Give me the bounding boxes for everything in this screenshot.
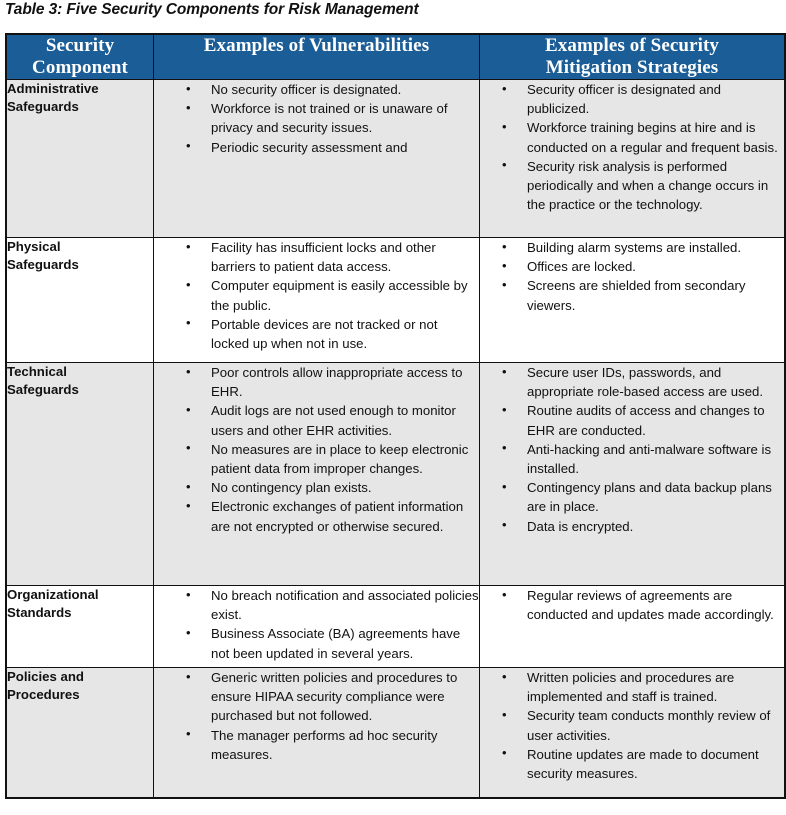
component-name-line: Safeguards [7,257,79,273]
component-name-cell [6,238,154,363]
mitigation-item: • Written policies and procedures are implemented and staff is trained. [480,668,784,706]
component-name-cell [6,363,154,586]
vulnerability-list [154,586,479,663]
table-row [6,238,785,363]
mitigation-item: • Routine updates are made to document security measures. [480,745,784,783]
mitigation-item: • Secure user IDs, passwords, and appropriate role-based access are used. [480,363,784,401]
component-name-cell [6,80,154,238]
mitigations-cell [480,586,786,668]
vulnerability-item: • Poor controls allow inappropriate access to EHR. [154,363,479,401]
vulnerability-item: • Electronic exchanges of patient information are not encrypted or otherwise secured. [154,497,479,535]
mitigation-list [480,363,784,536]
component-name-line: Safeguards [7,99,79,115]
vulnerability-item: • Computer equipment is easily accessible by the public. [154,276,479,314]
header-line: Security [45,35,115,56]
mitigation-item: • Screens are shielded from secondary viewers. [480,276,784,314]
mitigation-item: • Contingency plans and data backup plans are in place. [480,478,784,516]
mitigation-item: • Data is encrypted. [480,517,784,536]
component-name-line: Standards [7,605,72,621]
vulnerability-item: • The manager performs ad hoc security measures. [154,726,479,764]
vulnerability-item: • No security officer is designated. [154,80,479,99]
mitigation-list [480,80,784,214]
vulnerability-item: • Portable devices are not tracked or not locked up when not in use. [154,315,479,353]
vulnerability-item: • No contingency plan exists. [154,478,479,497]
table-row [6,586,785,668]
component-name-cell [6,586,154,668]
mitigation-item: • Building alarm systems are installed. [480,238,784,257]
vulnerability-list [154,238,479,353]
table-header [6,34,785,80]
component-name-line: Physical [7,239,61,255]
mitigation-item: • Workforce training begins at hire and is conducted on a regular and frequent basis. [480,118,784,156]
vulnerabilities-cell [154,238,480,363]
column-header-examples-of-vulnerabilities [154,34,480,80]
header-line: Component [32,57,128,79]
mitigation-list [480,238,784,315]
vulnerabilities-cell [154,363,480,586]
header-line: Examples of Security [544,35,720,56]
mitigation-item: • Security team conducts monthly review of user activities. [480,706,784,744]
vulnerability-item: • No measures are in place to keep electronic patient data from improper changes. [154,440,479,478]
vulnerability-list [154,80,479,157]
table-row [6,363,785,586]
component-name-line: Procedures [7,687,80,703]
vulnerability-item: • Generic written policies and procedures to ensure HIPAA security compliance were purchased but not followed. [154,668,479,726]
vulnerability-item: • Periodic security assessment and [154,138,479,157]
mitigation-list [480,586,784,624]
vulnerability-item: • Business Associate (BA) agreements have not been updated in several years. [154,624,479,662]
vulnerability-list [154,668,479,764]
component-name-line: Policies and [7,669,84,685]
mitigations-cell [480,668,786,798]
mitigations-cell [480,238,786,363]
risk-management-table [5,33,786,799]
component-name-line: Administrative [7,81,99,97]
mitigation-item: • Routine audits of access and changes to EHR are conducted. [480,401,784,439]
mitigation-item: • Anti-hacking and anti-malware software is installed. [480,440,784,478]
component-name-line: Organizational [7,587,99,603]
vulnerabilities-cell [154,668,480,798]
mitigation-list [480,668,784,783]
table-body [6,80,785,798]
component-name-line: Safeguards [7,382,79,398]
table-row [6,80,785,238]
header-row [6,34,785,80]
column-header-examples-of-security-mitigation-strategies [480,34,786,80]
component-name-line: Technical [7,364,67,380]
vulnerability-list [154,363,479,536]
mitigation-item: • Offices are locked. [480,257,784,276]
vulnerability-item: • No breach notification and associated policies exist. [154,586,479,624]
component-name-cell [6,668,154,798]
vulnerabilities-cell [154,586,480,668]
vulnerability-item: • Audit logs are not used enough to monitor users and other EHR activities. [154,401,479,439]
mitigation-item: • Security officer is designated and publicized. [480,80,784,118]
mitigations-cell [480,80,786,238]
mitigations-cell [480,363,786,586]
mitigation-item: • Regular reviews of agreements are conducted and updates made accordingly. [480,586,784,624]
mitigation-item: • Security risk analysis is performed periodically and when a change occurs in the practice or the technology. [480,157,784,215]
column-header-security-component [6,34,154,80]
header-line: Examples of Vulnerabilities [203,35,430,56]
table-row [6,668,785,798]
vulnerability-item: • Facility has insufficient locks and other barriers to patient data access. [154,238,479,276]
vulnerabilities-cell [154,80,480,238]
header-line: Mitigation Strategies [545,57,719,79]
table-caption: Table 3: Five Security Components for Risk Management [5,1,419,18]
vulnerability-item: • Workforce is not trained or is unaware of privacy and security issues. [154,99,479,137]
